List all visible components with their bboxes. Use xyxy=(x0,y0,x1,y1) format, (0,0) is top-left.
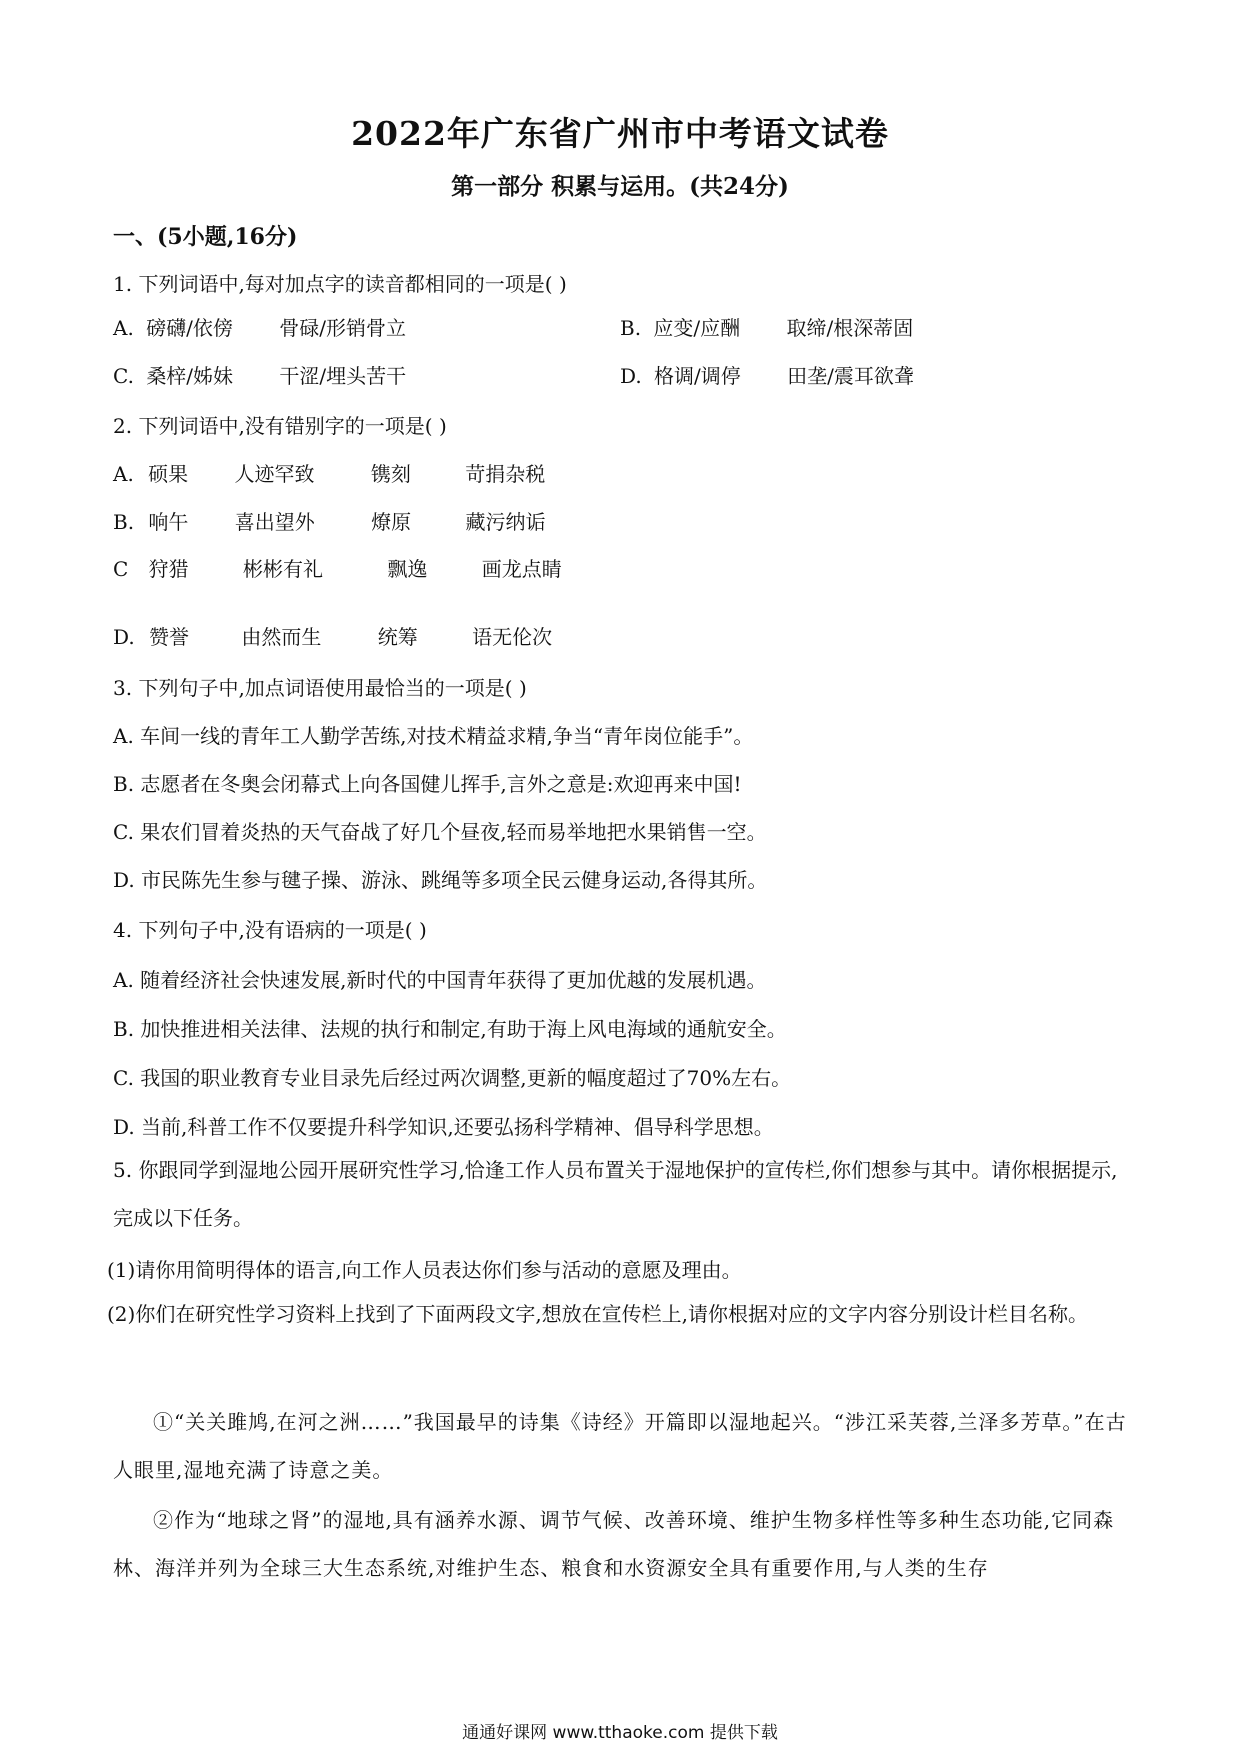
q2-option-d xyxy=(113,621,552,650)
word: 飘逸 xyxy=(387,557,428,581)
option-label: D. xyxy=(620,364,642,388)
word: 藏污纳诟 xyxy=(465,510,546,534)
word: 硕果 xyxy=(148,462,189,486)
word: 格调/调停 xyxy=(654,364,741,388)
word: 彬彬有礼 xyxy=(243,557,324,581)
section-heading: 一、(5小题,16分) xyxy=(113,224,298,250)
q1-option-c xyxy=(113,360,406,389)
q1-option-d xyxy=(620,360,914,389)
word: 画龙点睛 xyxy=(481,557,562,581)
option-label: B. xyxy=(113,510,135,534)
q4-option-d: D. 当前,科普工作不仅要提升科学知识,还要弘扬科学精神、倡导科学思想。 xyxy=(113,1115,774,1139)
part-heading: 第一部分 积累与运用。(共24分) xyxy=(451,173,789,200)
word: 统筹 xyxy=(377,625,418,649)
q1-option-b xyxy=(620,312,913,341)
word: 骨碌/形销骨立 xyxy=(279,316,407,340)
q3-option-a: A. 车间一线的青年工人勤学苦练,对技术精益求精,争当“青年岗位能手”。 xyxy=(113,724,754,748)
word: 应变/应酬 xyxy=(653,316,741,340)
q4-option-b: B. 加快推进相关法律、法规的执行和制定,有助于海上风电海域的通航安全。 xyxy=(113,1017,787,1041)
q1-stem: 1. 下列词语中,每对加点字的读音都相同的一项是( ) xyxy=(113,272,567,296)
q4-option-a: A. 随着经济社会快速发展,新时代的中国青年获得了更加优越的发展机遇。 xyxy=(113,968,767,992)
word: 镌刻 xyxy=(370,462,411,486)
option-label: D. xyxy=(113,625,135,649)
q3-option-d: D. 市民陈先生参与毽子操、游泳、跳绳等多项全民云健身运动,各得其所。 xyxy=(113,868,768,892)
q2-option-b xyxy=(113,506,546,535)
q2-option-a xyxy=(113,458,545,487)
option-label: C xyxy=(113,557,129,581)
q5-task-2: (2)你们在研究性学习资料上找到了下面两段文字,想放在宣传栏上,请你根据对应的文字内容分别设计栏目名称。 xyxy=(107,1302,1089,1326)
word: 苛捐杂税 xyxy=(465,462,546,486)
word: 语无伦次 xyxy=(472,625,553,649)
word: 喜出望外 xyxy=(234,510,315,534)
word: 响午 xyxy=(148,510,189,534)
q5-passage-2: ②作为“地球之肾”的湿地,具有涵养水源、调节气候、改善环境、维护生物多样性等多种生态功能,它同森林、海洋并列为全球三大生态系统,对维护生态、粮食和水资源安全具有重要作用,与人类的生存 xyxy=(113,1508,1115,1580)
word: 狩猎 xyxy=(148,557,189,581)
q3-option-c: C. 果农们冒着炎热的天气奋战了好几个昼夜,轻而易举地把水果销售一空。 xyxy=(113,820,767,844)
q2-stem: 2. 下列词语中,没有错别字的一项是( ) xyxy=(113,414,447,438)
q4-stem: 4. 下列句子中,没有语病的一项是( ) xyxy=(113,918,427,942)
option-label: A. xyxy=(113,316,134,340)
word: 田垄/震耳欲聋 xyxy=(787,364,914,388)
q3-stem: 3. 下列句子中,加点词语使用最恰当的一项是( ) xyxy=(113,676,527,700)
option-label: B. xyxy=(620,316,642,340)
word: 磅礴/依傍 xyxy=(146,316,233,340)
q5-stem: 5. 你跟同学到湿地公园开展研究性学习,恰逢工作人员布置关于湿地保护的宣传栏,你们想参与其中。请你根据提示,完成以下任务。 xyxy=(113,1158,1118,1230)
word: 干涩/埋头苦干 xyxy=(279,364,407,388)
word: 由然而生 xyxy=(241,625,322,649)
q2-option-c xyxy=(113,553,562,582)
q5-task-1: (1)请你用简明得体的语言,向工作人员表达你们参与活动的意愿及理由。 xyxy=(107,1258,742,1282)
exam-title: 2022年广东省广州市中考语文试卷 xyxy=(351,114,889,153)
option-label: C. xyxy=(113,364,134,388)
word: 桑梓/姊妹 xyxy=(146,364,234,388)
word: 赞誉 xyxy=(149,625,190,649)
word: 取缔/根深蒂固 xyxy=(786,316,914,340)
q4-option-c: C. 我国的职业教育专业目录先后经过两次调整,更新的幅度超过了70%左右。 xyxy=(113,1066,792,1090)
q3-option-b: B. 志愿者在冬奥会闭幕式上向各国健儿挥手,言外之意是:欢迎再来中国! xyxy=(113,772,742,796)
word: 人迹罕致 xyxy=(234,462,315,486)
option-label: A. xyxy=(113,462,134,486)
page-footer: 通通好课网 www.tthaoke.com 提供下载 xyxy=(462,1723,778,1743)
q1-option-a xyxy=(113,312,406,341)
q5-passage-1: ①“关关雎鸠,在河之洲……”我国最早的诗集《诗经》开篇即以湿地起兴。“涉江采芙蓉,兰泽多芳草。”在古人眼里,湿地充满了诗意之美。 xyxy=(113,1410,1127,1482)
word: 燎原 xyxy=(371,510,412,534)
